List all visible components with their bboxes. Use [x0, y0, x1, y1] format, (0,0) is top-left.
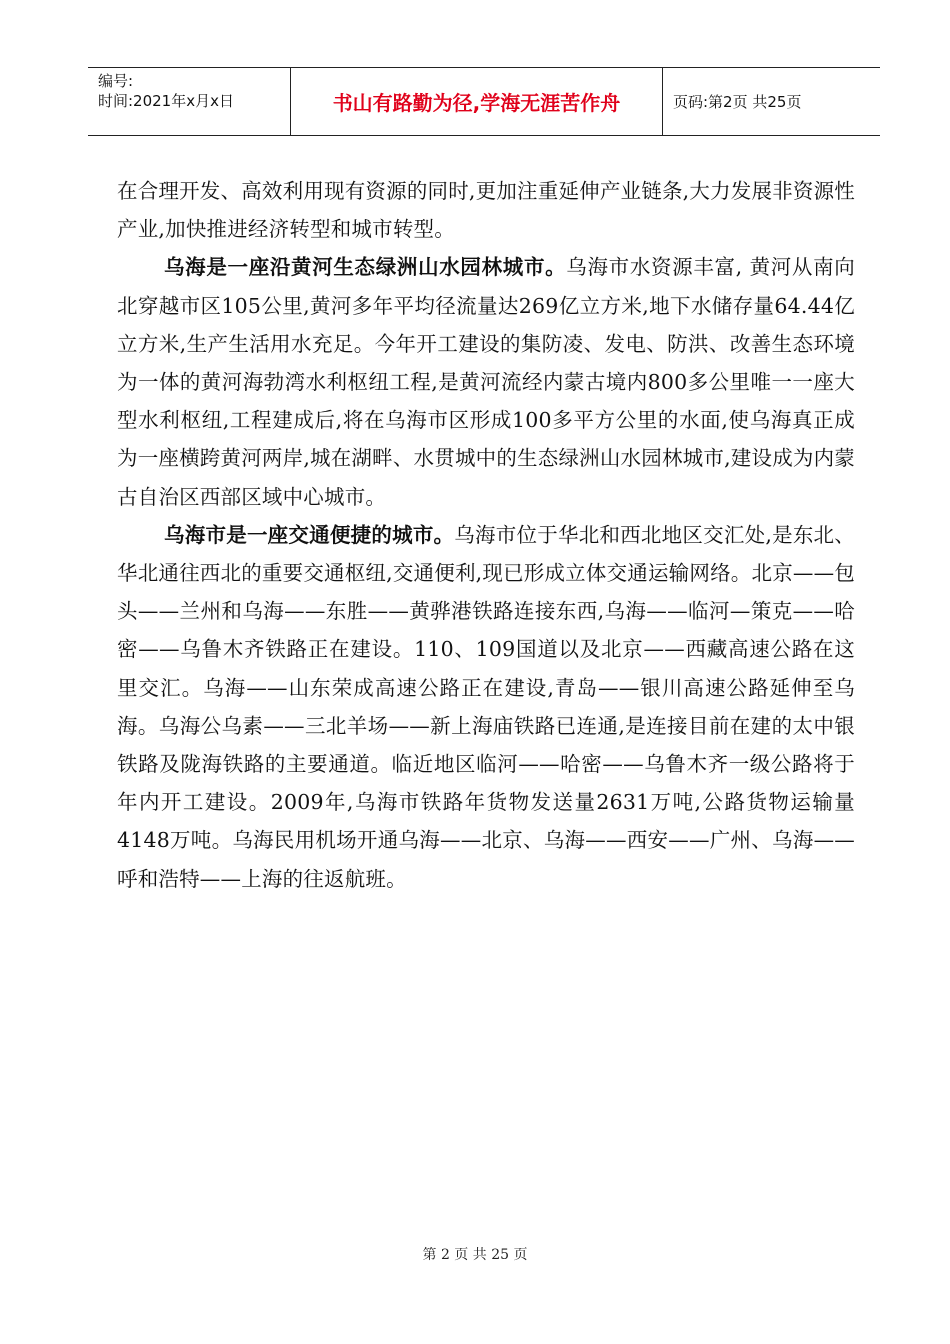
paragraph-text: 乌海市位于华北和西北地区交汇处,是东北、华北通往西北的重要交通枢纽,交通便利,现已形成立体交通运输网络。北京——包头——兰州和乌海——东胜——黄骅港铁路连接东西,乌海——临河—策克——哈密——乌鲁木齐铁路正在建设。110、109国道以及北京——西藏高速公路在这里交汇。乌海——山东荣成高速公路正在建设,青岛——银川高速公路延伸至乌海。乌海公乌素——三北羊场——新上海庙铁路已连通,是连接目前在建的太中银铁路及陇海铁路的主要通道。临近地区临河——哈密——乌鲁木齐一级公路将于年内开工建设。2009年,乌海市铁路年货物发送量2631万吨,公路货物运输量4148万吨。乌海民用机场开通乌海——北京、乌海——西安——广州、乌海——呼和浩特——上海的往返航班。 [117, 522, 855, 891]
paragraph-lead: 乌海市是一座交通便捷的城市。 [164, 522, 455, 547]
header-page-info: 页码:第2页 共25页 [673, 93, 802, 111]
document-body [117, 172, 855, 898]
paragraph-yellow-river [117, 248, 855, 515]
page-footer: 第 2 页 共 25 页 [422, 1247, 528, 1263]
paragraph-text: 乌海市水资源丰富, 黄河从南向北穿越市区105公里,黄河多年平均径流量达269亿立方米,地下水储存量64.44亿立方米,生产生活用水充足。今年开工建设的集防凌、发电、防洪、改善生态环境为一体的黄河海勃湾水利枢纽工程,是黄河流经内蒙古境内800多公里唯一一座大型水利枢纽,工程建成后,将在乌海市区形成100多平方公里的水面,使乌海真正成为一座横跨黄河两岸,城在湖畔、水贯城中的生态绿洲山水园林城市,建设成为内蒙古自治区西部区域中心城市。 [117, 255, 855, 509]
paragraph-text: 在合理开发、高效利用现有资源的同时,更加注重延伸产业链条,大力发展非资源性产业,加快推进经济转型和城市转型。 [117, 179, 855, 242]
header-meta [88, 68, 291, 135]
document-time-label: 时间:2021年x月x日 [98, 92, 234, 110]
page-header [88, 67, 880, 136]
paragraph-intro [117, 172, 855, 248]
paragraph-transport [117, 516, 855, 898]
paragraph-lead: 乌海是一座沿黄河生态绿洲山水园林城市。 [164, 255, 567, 280]
header-motto: 书山有路勤为径,学海无涯苦作舟 [291, 68, 663, 135]
document-number-label: 编号: [98, 72, 134, 90]
